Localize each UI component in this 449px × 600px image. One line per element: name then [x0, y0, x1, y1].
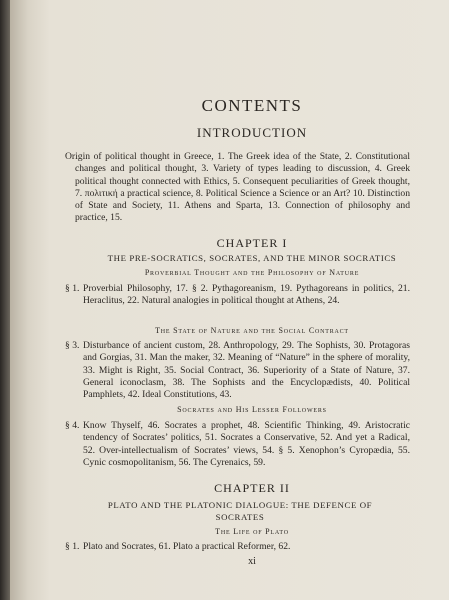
chapter-1-title: THE PRE-SOCRATICS, SOCRATES, AND THE MINOR SOCRATICS: [107, 253, 397, 263]
section-text: Know Thyself, 46. Socrates a prophet, 48. Scientific Thinking, 49. Aristocratic tendency of Socrates’ politics, 51. Socrates a Conservative, 52. And yet a Radical, 52. Over-intellectualism of Socrates’ views, 54. § 5. Xenophon’s Cyropædia, 55. Cynic cosmopolitanism, 56. The Cyrenaics, 59.: [83, 420, 410, 468]
subsection-heading: Proverbial Thought and the Philosophy of Nature: [144, 268, 360, 277]
page-number: xi: [248, 556, 256, 567]
section-text: Disturbance of ancient custom, 28. Anthropology, 29. The Sophists, 30. Protagoras and Gorgias, 31. Man the maker, 32. Meaning of “Nature” in the sphere of morality, 33. Might is Right, 35. Social Contract, 36. Superiority of a State of Nature, 37. General iconoclasm, 38. The Sophists and the Encyclopædists, 40. Political Pamphlets, 42. Ideal Constitutions, 43.: [83, 340, 410, 401]
introduction-text: Origin of political thought in Greece, 1. The Greek idea of the State, 2. Constitutional changes and political thought, 3. Variety of types leading to discussion, 4. Greek political thought connected with Ethics, 5. Consequent peculiarities of Greek thought, 7. πολιτική a practical science, 8. Political Science a Science or an Art? 10. Distinction of State and Society, 11. Athens and Sparta, 13. Connection of philosophy and practice, 15.: [65, 151, 410, 224]
section-number: § 3.: [65, 340, 80, 351]
section-number: § 1.: [65, 283, 80, 294]
chapter-2-heading: CHAPTER II: [214, 481, 290, 495]
chapter-2-title: PLATO AND THE PLATONIC DIALOGUE: THE DEFENCE OF SOCRATES: [107, 500, 373, 522]
introduction-heading: INTRODUCTION: [196, 125, 308, 140]
section-text: Plato and Socrates, 61. Plato a practical Reformer, 62.: [83, 541, 291, 552]
book-page: [10, 0, 449, 600]
section-entry: [65, 283, 410, 308]
subsection-heading: The Life of Plato: [215, 527, 289, 536]
subsection-heading: Socrates and His Lesser Followers: [177, 405, 327, 414]
chapter-1-heading: CHAPTER I: [216, 236, 288, 250]
section-entry: [65, 340, 410, 401]
section-number: § 4.: [65, 420, 80, 431]
section-entry: [65, 541, 410, 553]
section-text: Proverbial Philosophy, 17. § 2. Pythagoreanism, 19. Pythagoreans in politics, 21. Heraclitus, 22. Natural analogies in political thought at Athens, 24.: [83, 283, 410, 307]
page-title: CONTENTS: [201, 96, 303, 115]
section-number: § 1.: [65, 541, 80, 552]
book-gutter: [0, 0, 10, 600]
section-entry: [65, 420, 410, 469]
subsection-heading: The State of Nature and the Social Contract: [155, 326, 349, 335]
